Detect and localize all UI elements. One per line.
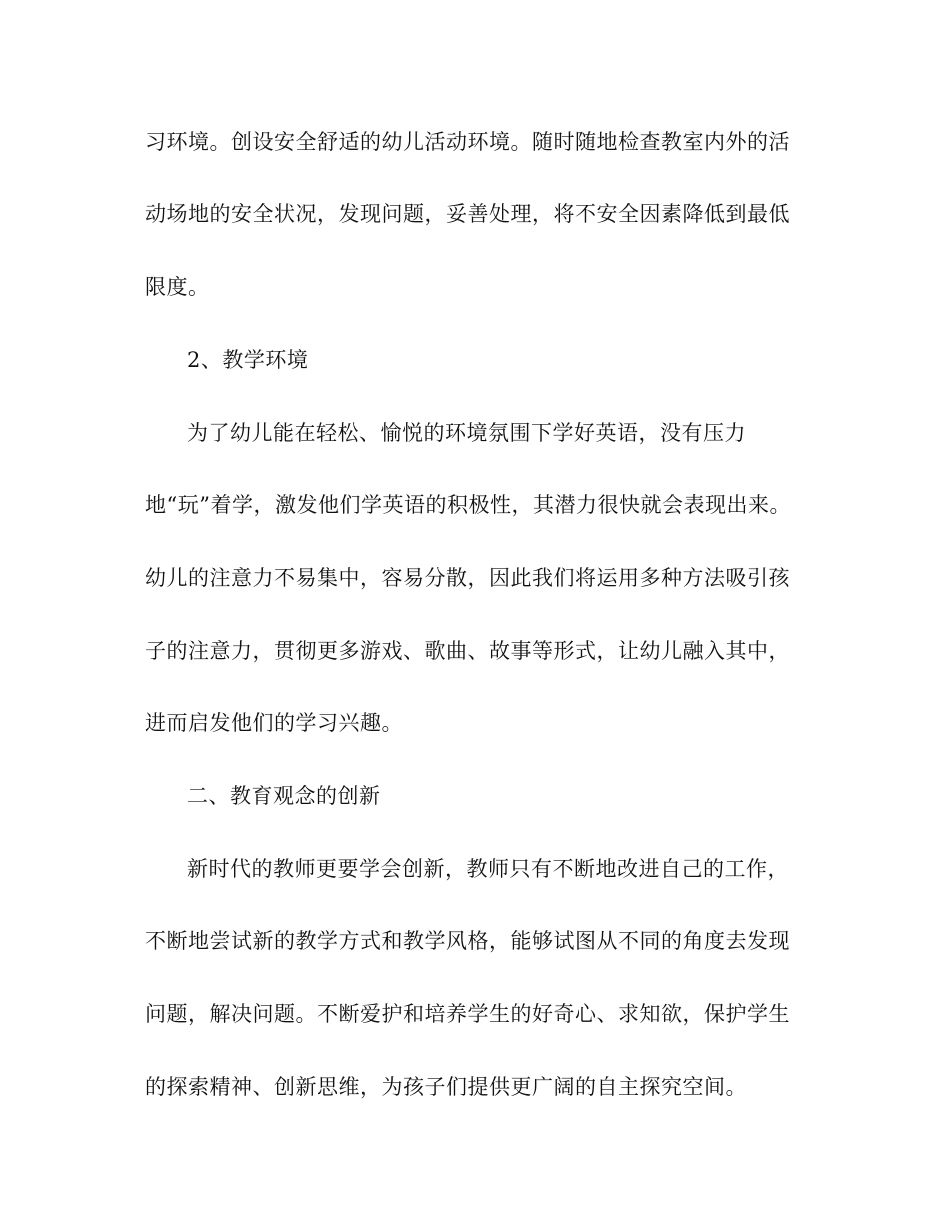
paragraph-line: 为了幼儿能在轻松、愉悦的环境氛围下学好英语，没有压力 bbox=[187, 421, 746, 445]
section-heading: 二、教育观念的创新 bbox=[187, 784, 381, 808]
paragraph-line: 问题，解决问题。不断爱护和培养学生的好奇心、求知欲，保护学生 bbox=[145, 1002, 790, 1026]
paragraph-line: 幼儿的注意力不易集中，容易分散，因此我们将运用多种方法吸引孩 bbox=[145, 566, 790, 590]
paragraph-line: 地“玩”着学，激发他们学英语的积极性，其潜力很快就会表现出来。 bbox=[145, 493, 791, 517]
paragraph-line: 限度。 bbox=[145, 275, 210, 299]
paragraph-line: 子的注意力，贯彻更多游戏、歌曲、故事等形式，让幼儿融入其中， bbox=[145, 639, 790, 663]
paragraph-line: 进而启发他们的学习兴趣。 bbox=[145, 711, 403, 735]
paragraph-line: 习环境。创设安全舒适的幼儿活动环境。随时随地检查教室内外的活 bbox=[145, 130, 790, 154]
paragraph-line: 不断地尝试新的教学方式和教学风格，能够试图从不同的角度去发现 bbox=[145, 929, 790, 953]
paragraph-line: 动场地的安全状况，发现问题，妥善处理，将不安全因素降低到最低 bbox=[145, 202, 790, 226]
section-heading: 2、教学环境 bbox=[187, 348, 309, 372]
paragraph-line: 的探索精神、创新思维，为孩子们提供更广阔的自主探究空间。 bbox=[145, 1075, 747, 1099]
paragraph-line: 新时代的教师更要学会创新，教师只有不断地改进自己的工作， bbox=[187, 857, 789, 881]
